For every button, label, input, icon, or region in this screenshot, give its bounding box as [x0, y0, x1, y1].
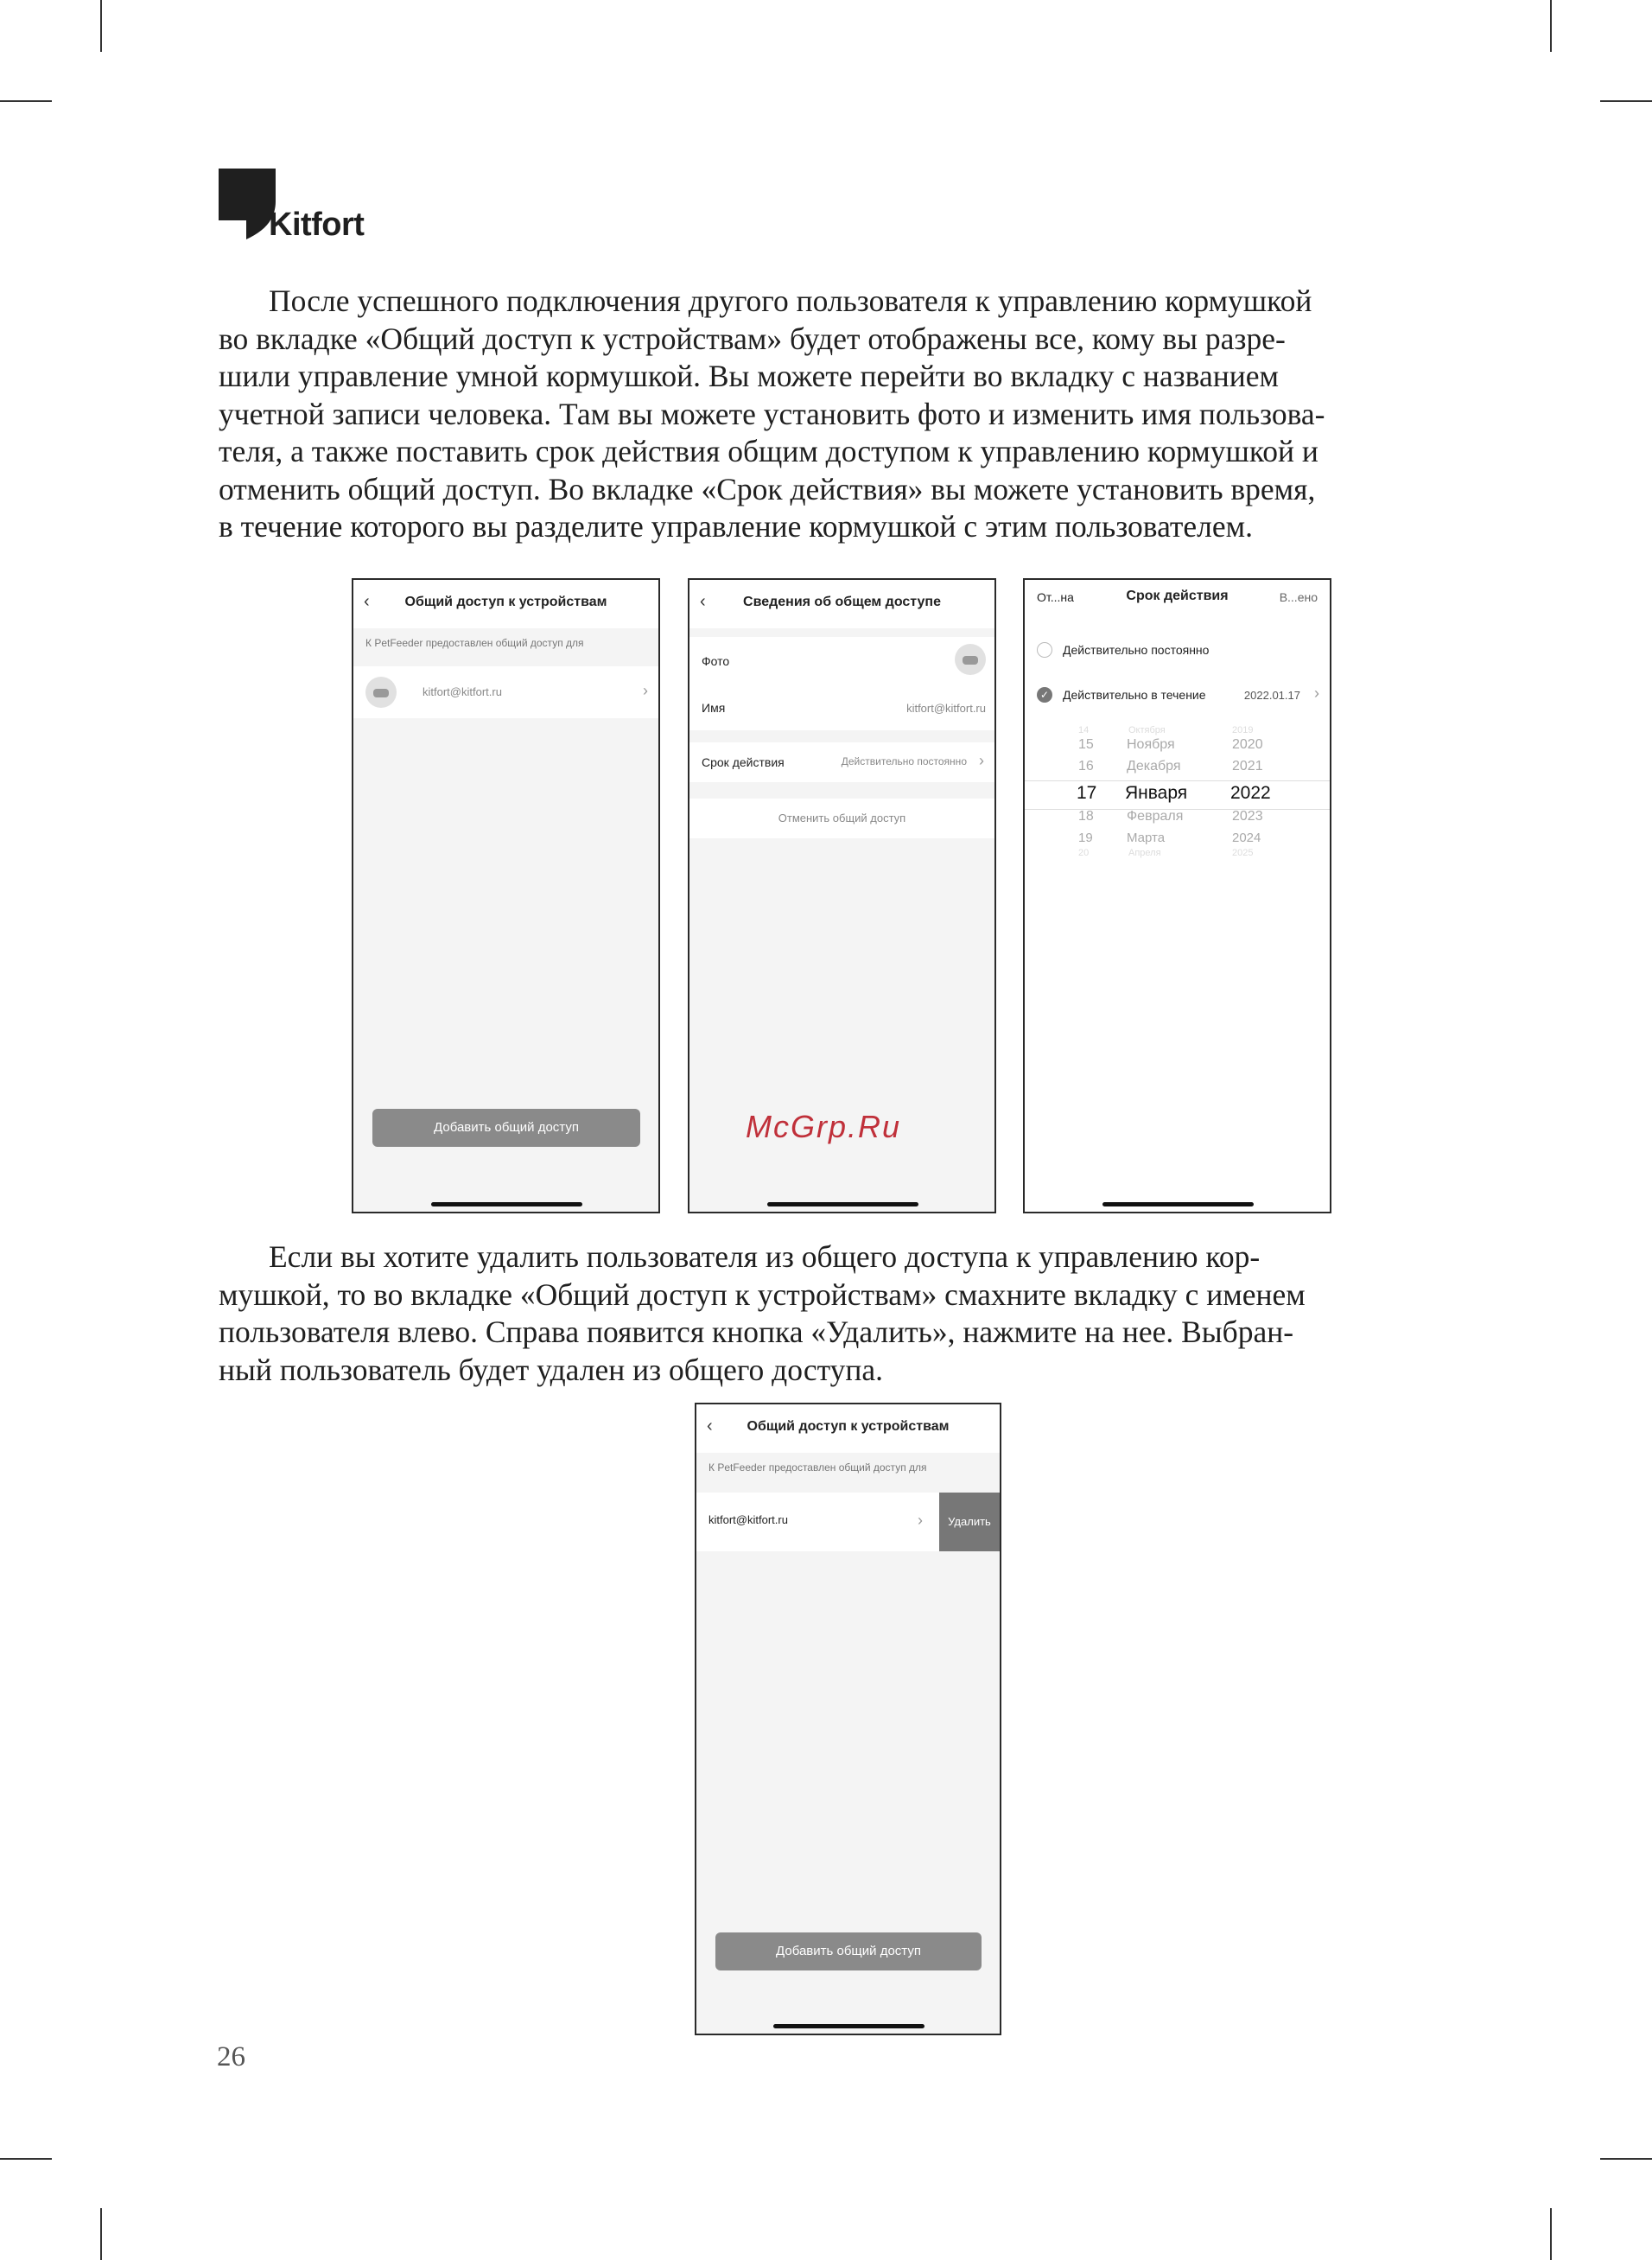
picker-month: Февраля — [1127, 809, 1184, 824]
back-icon[interactable]: ‹ — [707, 1416, 713, 1436]
crop-mark — [100, 0, 102, 52]
avatar — [365, 677, 397, 708]
crop-mark — [1550, 2208, 1552, 2260]
brand-name: Kitfort — [269, 207, 365, 243]
period-value: 2022.01.17 — [1243, 689, 1300, 702]
share-hint: К PetFeeder предоставлен общий доступ для — [708, 1461, 927, 1474]
chevron-right-icon: › — [979, 752, 984, 769]
header — [689, 580, 994, 628]
picker-day-selected: 17 — [1077, 783, 1097, 803]
crop-mark — [0, 100, 52, 102]
cancel-share-button[interactable]: Отменить общий доступ — [778, 812, 906, 824]
option-permanent[interactable]: Действительно постоянно — [1063, 643, 1210, 657]
screen-title: Общий доступ к устройствам — [404, 595, 607, 609]
screen-title: Общий доступ к устройствам — [747, 1419, 950, 1434]
picker-day: 14 — [1078, 725, 1090, 735]
page-number: 26 — [217, 2041, 245, 2072]
picker-day: 16 — [1078, 759, 1094, 773]
screen-shared-access — [352, 578, 660, 1213]
home-indicator — [767, 1202, 918, 1206]
back-icon[interactable]: ‹ — [700, 592, 706, 611]
share-hint: К PetFeeder предоставлен общий доступ для — [365, 637, 584, 649]
name-label: Имя — [702, 701, 726, 715]
avatar — [955, 644, 986, 675]
picker-year: 2025 — [1232, 848, 1254, 858]
paragraph-delete-body: мушкой, то во вкладке «Общий доступ к устройствам» смахните вкладку с именем пользователя влево. Справа появится кнопка «Удалить», нажмите на нее. Выбран- ный пользователь будет удален из общего доступа. — [219, 1276, 1306, 1387]
screen-title: Срок действия — [1126, 589, 1229, 603]
user-row[interactable] — [696, 1493, 1000, 1551]
chevron-right-icon: › — [1314, 684, 1319, 702]
user-row[interactable] — [353, 666, 658, 718]
crop-mark — [1600, 100, 1652, 102]
term-label: Срок действия — [702, 755, 785, 769]
done-action[interactable]: В...ено — [1279, 590, 1318, 604]
term-value: Действительно постоянно — [841, 755, 967, 767]
radio-checked-icon[interactable]: ✓ — [1037, 687, 1052, 703]
user-email: kitfort@kitfort.ru — [708, 1513, 788, 1526]
chevron-right-icon: › — [918, 1512, 923, 1529]
crop-mark — [1600, 2158, 1652, 2160]
picker-day: 19 — [1078, 831, 1093, 845]
picker-day: 20 — [1078, 848, 1090, 858]
watermark: McGrp.Ru — [746, 1109, 902, 1144]
photo-row[interactable] — [689, 637, 994, 730]
screen-term — [1023, 578, 1331, 1213]
crop-mark — [1550, 0, 1552, 52]
header — [353, 580, 658, 628]
crop-mark — [0, 2158, 52, 2160]
photo-label: Фото — [702, 654, 730, 668]
picker-year: 2024 — [1232, 831, 1261, 845]
term-row[interactable] — [689, 742, 994, 782]
screen-title: Сведения об общем доступе — [743, 595, 941, 609]
picker-month: Марта — [1127, 831, 1166, 845]
picker-day: 15 — [1078, 737, 1094, 752]
crop-mark — [100, 2208, 102, 2260]
picker-year: 2023 — [1232, 809, 1263, 824]
date-picker[interactable] — [1025, 723, 1330, 862]
screen-shared-access-delete — [695, 1403, 1001, 2035]
picker-year: 2019 — [1232, 725, 1254, 735]
option-period[interactable]: Действительно в течение — [1063, 688, 1206, 702]
header — [696, 1404, 1000, 1453]
add-share-button[interactable]: Добавить общий доступ — [715, 1932, 982, 1970]
delete-button[interactable]: Удалить — [939, 1493, 1000, 1551]
add-share-button[interactable]: Добавить общий доступ — [372, 1109, 640, 1147]
picker-year: 2021 — [1232, 759, 1263, 773]
paragraph-intro: После успешного подключения другого пользователя к управлению кормушкой — [269, 283, 1312, 318]
paragraph-delete: Если вы хотите удалить пользователя из общего доступа к управлению кор- — [269, 1239, 1261, 1274]
paragraph-intro-body: во вкладке «Общий доступ к устройствам» будет отображены все, кому вы разре- шили управление умной кормушкой. Вы можете перейти во вкладку с названием учетной записи человека. Там вы можете установить фото и изменить имя пользова- теля, а также поставить срок действия общим доступом к управлению кормушкой и отменить общий доступ. Во вкладке «Срок действия» вы можете установить время, в течение которого вы разделите управление кормушкой с этим пользователем. — [219, 321, 1325, 544]
home-indicator — [773, 2024, 924, 2028]
home-indicator — [1102, 1202, 1254, 1206]
picker-month-selected: Января — [1125, 783, 1188, 803]
user-email: kitfort@kitfort.ru — [423, 685, 502, 698]
brand-logo — [219, 169, 391, 251]
picker-month: Декабря — [1127, 759, 1181, 773]
radio-unchecked-icon[interactable] — [1037, 642, 1052, 658]
cancel-action[interactable]: От...на — [1037, 590, 1074, 604]
picker-month: Октября — [1128, 725, 1166, 735]
picker-month: Апреля — [1128, 848, 1161, 858]
picker-year-selected: 2022 — [1230, 783, 1271, 803]
home-indicator — [431, 1202, 582, 1206]
chevron-right-icon: › — [643, 682, 648, 699]
picker-year: 2020 — [1232, 737, 1263, 752]
picker-month: Ноября — [1127, 737, 1175, 752]
back-icon[interactable]: ‹ — [364, 592, 370, 611]
name-value: kitfort@kitfort.ru — [906, 702, 986, 715]
picker-day: 18 — [1078, 809, 1094, 824]
cancel-share-row[interactable] — [689, 799, 994, 838]
